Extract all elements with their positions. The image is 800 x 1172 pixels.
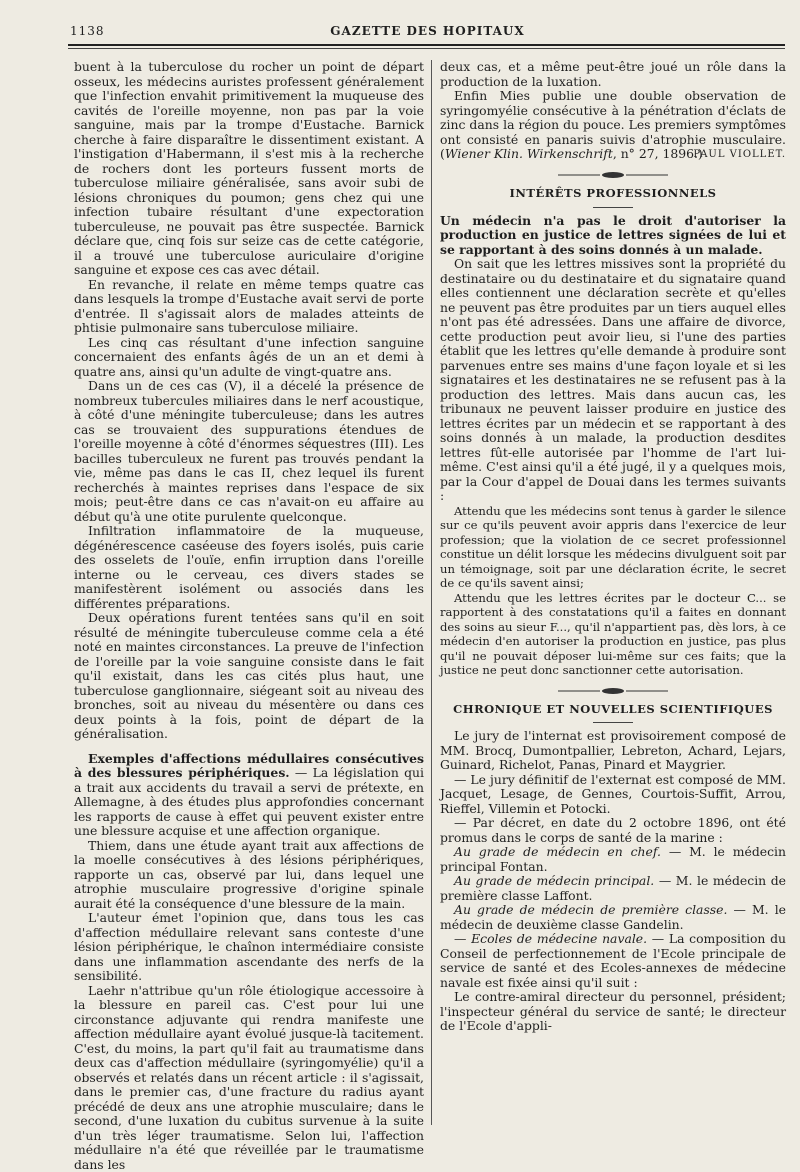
news-item: — Par décret, en date du 2 octobre 1896, ont été promus dans le corps de santé de la marine : xyxy=(440,816,786,845)
column-separator xyxy=(431,60,432,1125)
news-item: Le contre-amiral directeur du personnel, président; l'inspecteur général du service de santé; le directeur de l'Ecole d'appli- xyxy=(440,990,786,1034)
news-item xyxy=(440,903,786,932)
paragraph: Dans un de ces cas (V), il a décelé la présence de nombreux tubercules miliaires dans le nerf acoustique, à côté d'une méningite tuberculeuse; dans les autres cas se trouvaient des suppurations étendues de l'oreille moyenne à côté d'énormes séquestres (III). Les bacilles tuberculeux ne furent pas trouvés pendant la vie, même pas dans le cas II, chez lequel ils furent recherchés à maintes reprises dans l'espace de six mois; peut-être dans ce cas n'avait-on eu affaire au début qu'à une otite purulente quelconque. xyxy=(74,379,424,524)
article-body: — La législation qui a trait aux accidents du travail a servi de prétexte, en Allemagne, à des études plus approfondies concernant les rapports de cause à effet qui peuvent exister entre une blessure acquise et une affection organique. xyxy=(74,765,424,838)
heading-underline xyxy=(593,207,633,208)
page-number: 1138 xyxy=(70,24,105,38)
ornament-rule xyxy=(558,686,668,696)
paragraph: On sait que les lettres missives sont la propriété du destinataire ou du destinataire et du signataire quand elles contiennent une déclaration secrète et qu'elles ne peuvent pas être produites par un tiers auquel elles n'ont pas été adressées. Dans une affaire de divorce, cette production peut avoir lieu, si l'une des parties établit que les lettres qu'elle demande à produire sont parvenues entre ses mains d'une façon loyale et si les signataires et les destinataires ne se refusent pas à la production des lettres. Mais dans aucun cas, les tribunaux ne peuvent laisser produire en justice des lettres écrites par un médecin et se rapportant à des soins donnés à un malade, la production desdites lettres fût-elle autorisée par l'homme de l'art lui-même. C'est ainsi qu'il a été jugé, il y a quelques mois, par la Cour d'appel de Douai dans les termes suivants : xyxy=(440,257,786,504)
paragraph: Deux opérations furent tentées sans qu'il en soit résulté de méningite tuberculeuse comme cela a été noté en maintes circonstances. La preuve de l'infection de l'oreille par la voie sanguine consiste dans le fait qu'il existait, dans les cas cités plus haut, une tuberculose ganglionnaire, siégeant soit au niveau des bronches, soit au niveau du mésentère ou dans ces deux points à la fois, point de départ de la généralisation. xyxy=(74,611,424,742)
grade-text: — M. le médecin de première classe Laffont. xyxy=(440,873,786,903)
header-rule xyxy=(68,44,785,46)
section-heading: INTÉRÊTS PROFESSIONNELS xyxy=(440,186,786,201)
paragraph: Les cinq cas résultant d'une infection sanguine concernaient des enfants âgés de un an et demi à quatre ans, ainsi qu'un adulte de vingt-quatre ans. xyxy=(74,336,424,380)
paragraph: L'auteur émet l'opinion que, dans tous les cas d'affection médullaire relevant sans conteste d'une lésion périphérique, le chaînon intermédiaire consiste dans une inflammation ascendante des nerfs de la sensibilité. xyxy=(74,911,424,984)
article-subheading: Un médecin n'a pas le droit d'autoriser la production en justice de lettres signées de lui et se rapportant à des soins donnés à un malade. xyxy=(440,214,786,258)
heading-underline xyxy=(593,722,633,723)
paragraph-text: Enfin Mies publie une double observation de syringomyélie consécutive à la pénétration d'éclats de zinc dans la région du pouce. Les premiers symptômes ont consisté en panaris suivis d'atrophie musculaire. ( xyxy=(440,88,786,161)
grade-label: Au grade de médecin principal. xyxy=(454,873,654,888)
news-item xyxy=(440,932,786,990)
paragraph: En revanche, il relate en même temps quatre cas dans lesquels la trompe d'Eustache avait servi de porte d'entrée. Il s'agissait alors de malades atteints de phtisie pulmonaire sans tuberculose miliaire. xyxy=(74,278,424,336)
grade-text: — M. le médecin de deuxième classe Gandelin. xyxy=(440,902,786,932)
author-signature: PAUL VIOLLET. xyxy=(440,148,786,163)
news-item: Le jury de l'internat est provisoirement composé de MM. Brocq, Dumontpallier, Lebreton, Achard, Lejars, Guinard, Richelot, Panas, Pinard et Maygrier. xyxy=(440,729,786,773)
ornament-rule xyxy=(558,170,668,180)
paragraph: deux cas, et a même peut-être joué un rôle dans la production de la luxation. xyxy=(440,60,786,89)
right-column xyxy=(440,60,786,1034)
news-text: — La composition du Conseil de perfectionnement de l'Ecole principale de service de santé et des Ecoles-annexes de médecine navale est fixée ainsi qu'il suit : xyxy=(440,931,786,990)
grade-label: Au grade de médecin de première classe. xyxy=(454,902,727,917)
journal-reference: Wiener Klin. Wirkenschrift xyxy=(445,146,613,161)
news-label: — Ecoles de médecine navale. xyxy=(454,931,647,946)
section-heading: CHRONIQUE ET NOUVELLES SCIENTIFIQUES xyxy=(440,702,786,717)
header-rule-thin xyxy=(68,48,785,49)
page-header xyxy=(70,20,785,42)
paragraph-text: , n° 27, 1896.) xyxy=(613,146,703,161)
news-item: — Le jury définitif de l'externat est composé de MM. Jacquet, Lesage, de Gennes, Courtois-Suffit, Arrou, Rieffel, Villemin et Potocki. xyxy=(440,773,786,817)
article-title: Exemples d'affections médullaires consécutives à des blessures périphériques. xyxy=(74,751,424,781)
news-item xyxy=(440,874,786,903)
quoted-judgment: Attendu que les lettres écrites par le docteur C... se rapportent à des constatations qu'il a faites en donnant des soins au sieur F..., qu'il n'appartient pas, dès lors, à ce médecin d'en autoriser la production en justice, pas plus qu'il ne pouvait déposer lui-même sur ces faits; que la justice ne peut donc sanctionner cette autorisation. xyxy=(440,591,786,678)
paragraph: Laehr n'attribue qu'un rôle étiologique accessoire à la blessure en pareil cas. C'est pour lui une circonstance adjuvante qui rendra manifeste une affection médullaire ayant évolué jusque-là tacitement. C'est, du moins, la part qu'il fait au traumatisme dans deux cas d'affection médullaire (syringomyélie) qu'il a observés et relatés dans un récent article : il s'agissait, dans le premier cas, d'une fracture du radius ayant précédé de deux ans une atrophie musculaire; dans le second, d'une luxation du cubitus survenue à la suite d'un très léger traumatisme. Selon lui, l'affection médullaire n'a été que réveillée par le traumatisme dans les xyxy=(74,984,424,1172)
paragraph: Infiltration inflammatoire de la muqueuse, dégénérescence caséeuse des foyers isolés, puis carie des osselets de l'ouïe, enfin irruption dans l'oreille interne ou le cerveau, ces divers stades se manifestèrent isolément ou associés dans les différentes préparations. xyxy=(74,524,424,611)
paragraph: buent à la tuberculose du rocher un point de départ osseux, les médecins auristes professent généralement que l'infection envahit primitivement la muqueuse des cavités de l'oreille moyenne, non pas par la voie sanguine, mais par la trompe d'Eustache. Barnick cherche à faire disparaître le dissentiment existant. A l'instigation d'Habermann, il s'est mis à la recherche de rochers dont les porteurs fussent morts de tuberculose miliaire généralisée, sans avoir subi de lésions chroniques du poumon; gens chez qui une infection tubaire résultant d'une expectoration tuberculeuse, ne pouvait pas être suspectée. Barnick déclare que, cinq fois sur seize cas de cette catégorie, il a trouvé une tuberculose auriculaire d'origine sanguine et expose ces cas avec détail. xyxy=(74,60,424,278)
paragraph-with-title xyxy=(74,752,424,839)
grade-text: — M. le médecin principal Fontan. xyxy=(440,844,786,874)
grade-label: Au grade de médecin en chef. xyxy=(454,844,661,859)
quoted-judgment: Attendu que les médecins sont tenus à garder le silence sur ce qu'ils peuvent avoir appris dans l'exercice de leur profession; que la violation de ce secret professionnel constitue un délit lorsque les médecins divulguent soit par un témoignage, soit par une déclaration écrite, le secret de ce qu'ils savent ainsi; xyxy=(440,504,786,591)
journal-title: GAZETTE DES HOPITAUX xyxy=(70,24,785,38)
news-item xyxy=(440,845,786,874)
left-column xyxy=(74,60,424,1172)
paragraph: Thiem, dans une étude ayant trait aux affections de la moelle consécutives à des lésions périphériques, rapporte un cas, observé par lui, dans lequel une atrophie musculaire progressive d'origine spinale aurait été la conséquence d'une blessure de la main. xyxy=(74,839,424,912)
